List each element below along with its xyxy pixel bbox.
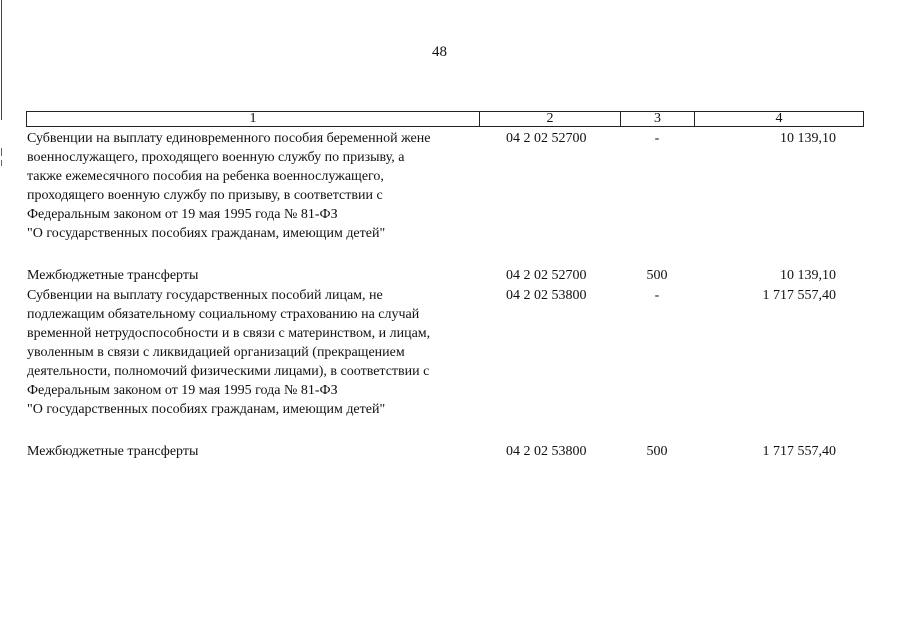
row-description: Субвенции на выплату государственных пособий лицам, не подлежащим обязательному социальному страхованию на случай временной нетрудоспособности и в связи с материнством, и лицам, уволенным в связи с ликвидацией организаций (прекращением деятельности, полномочий физическими лицами), в соответствии с Федеральным законом от 19 мая 1995 года № 81-ФЗ "О государственных пособиях гражданам, имеющим детей" [27, 288, 431, 417]
row-code: 04 2 02 52700 [506, 268, 587, 283]
row-amount: 1 717 557,40 [762, 444, 836, 459]
scan-edge-line [1, 0, 2, 120]
row-code: 04 2 02 53800 [506, 288, 587, 303]
page-number: 48 [432, 44, 447, 60]
row-amount: 10 139,10 [780, 131, 836, 146]
row-description: Межбюджетные трансферты [27, 444, 199, 459]
row-description: Межбюджетные трансферты [27, 268, 199, 283]
header-col-2: 2 [480, 112, 621, 126]
row-expense-type: 500 [646, 444, 668, 459]
row-expense-type: - [654, 131, 660, 146]
row-expense-type: - [654, 288, 660, 303]
header-col-1: 1 [27, 112, 480, 126]
row-code: 04 2 02 53800 [506, 444, 587, 459]
row-code: 04 2 02 52700 [506, 131, 587, 146]
row-expense-type: 500 [646, 268, 668, 283]
table-header [26, 111, 864, 127]
row-description: Субвенции на выплату единовременного пособия беременной жене военнослужащего, проходящего военную службу по призыву, а также ежемесячного пособия на ребенка военнослужащего, проходящего военную службу по призыву, в соответствии с Федеральным законом от 19 мая 1995 года № 81-ФЗ "О государственных пособиях гражданам, имеющим детей" [27, 131, 431, 241]
scan-edge-mark [1, 148, 2, 156]
row-amount: 10 139,10 [780, 268, 836, 283]
header-col-3: 3 [621, 112, 695, 126]
row-amount: 1 717 557,40 [762, 288, 836, 303]
header-col-4: 4 [775, 111, 783, 126]
scan-edge-mark [1, 160, 2, 166]
